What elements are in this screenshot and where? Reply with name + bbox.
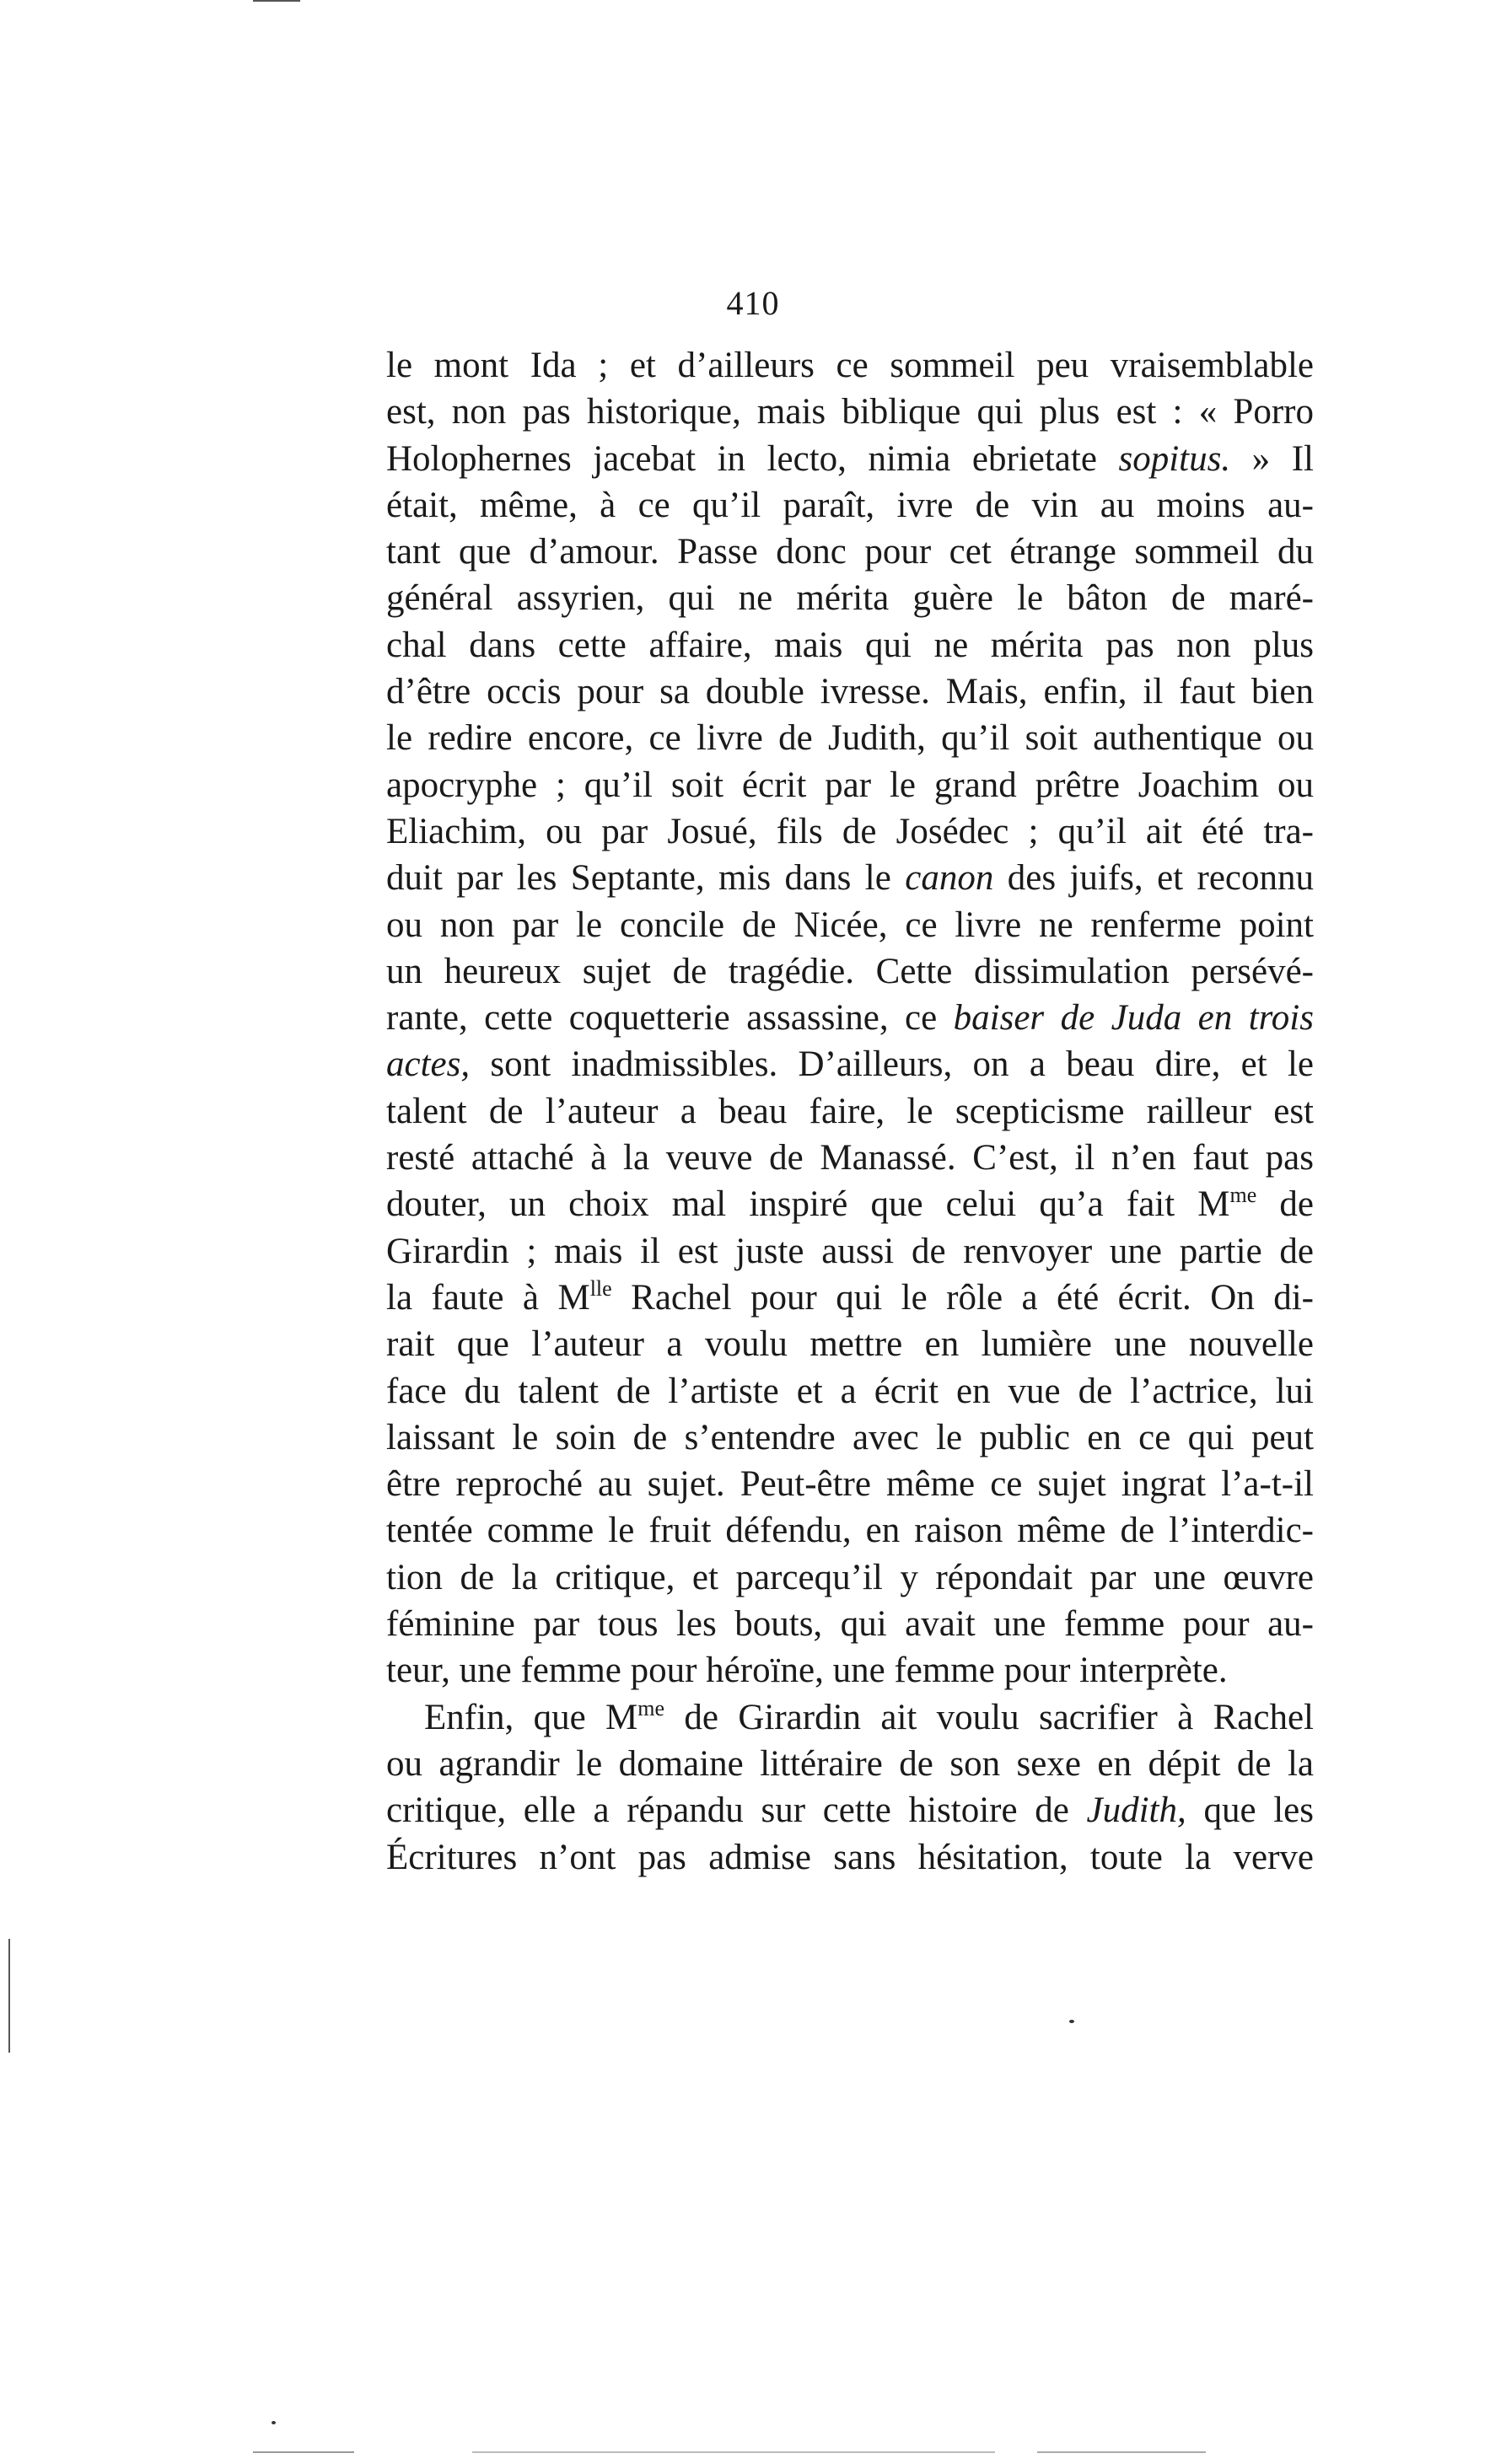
text-line	[386, 1507, 1314, 1554]
text-segment: être reproché au sujet. Peut-être même ce sujet ingrat l’a-t-il	[386, 1464, 1314, 1505]
text-segment: douter, un choix mal inspiré que celui qu’a fait M	[386, 1184, 1230, 1225]
body-text	[386, 342, 1314, 1881]
superscript-text: me	[637, 1695, 665, 1721]
text-line	[386, 715, 1314, 761]
text-line	[386, 1461, 1314, 1507]
text-segment: des juifs, et reconnu	[993, 858, 1315, 899]
text-line	[386, 1088, 1314, 1135]
text-line	[386, 342, 1314, 389]
text-segment: critique, elle a répandu sur cette histoire de	[386, 1790, 1087, 1831]
text-segment: le mont Ida ; et d’ailleurs ce sommeil peu vraisemblable	[386, 346, 1314, 385]
text-segment: apocryphe ; qu’il soit écrit par le grand prêtre Joachim ou	[386, 765, 1314, 805]
text-line	[386, 1368, 1314, 1415]
scan-edge-mark	[1037, 2451, 1206, 2453]
superscript-text: lle	[589, 1275, 612, 1301]
text-line	[386, 902, 1314, 948]
text-segment: que les	[1186, 1790, 1314, 1831]
text-segment: Écritures n’ont pas admise sans hésitation, toute la verve	[386, 1837, 1314, 1877]
text-line	[386, 1415, 1314, 1461]
text-segment: ou non par le concile de Nicée, ce livre ne renferme point	[386, 905, 1314, 945]
text-line	[386, 1694, 1314, 1741]
text-segment: Girardin ; mais il est juste aussi de renvoyer une partie de	[386, 1231, 1314, 1271]
text-segment: rante, cette coquetterie assassine, ce	[386, 998, 954, 1039]
scan-edge-mark	[472, 2451, 995, 2453]
text-segment: canon	[905, 858, 994, 899]
text-line	[386, 808, 1314, 855]
text-segment: baiser de Juda en trois	[953, 998, 1314, 1039]
text-segment: teur, une femme pour héroïne, une femme pour interprète.	[386, 1651, 1228, 1691]
text-segment: la faute à M	[386, 1277, 590, 1318]
text-line	[386, 948, 1314, 995]
text-segment: d’être occis pour sa double ivresse. Mais, enfin, il faut bien	[386, 672, 1314, 712]
text-line	[386, 762, 1314, 808]
text-segment: tant que d’amour. Passe donc pour cet étrange sommeil du	[386, 532, 1314, 572]
scan-edge-mark	[253, 0, 300, 2]
text-segment: est, non pas historique, mais biblique qui plus est : « Porro	[386, 392, 1314, 432]
text-line	[386, 1601, 1314, 1647]
text-segment: de Girardin ait voulu sacrifier à Rachel	[664, 1697, 1314, 1737]
text-segment: resté attaché à la veuve de Manassé. C’est, il n’en faut pas	[386, 1138, 1314, 1178]
text-line	[386, 855, 1314, 901]
text-segment: Judith,	[1086, 1790, 1186, 1831]
text-line	[386, 1228, 1314, 1275]
text-line	[386, 436, 1314, 482]
text-line	[386, 1741, 1314, 1787]
text-segment: un heureux sujet de tragédie. Cette dissimulation persévé-	[386, 951, 1314, 991]
text-segment: duit par les Septante, mis dans le	[386, 858, 906, 899]
text-segment: » Il	[1230, 438, 1314, 479]
text-line	[386, 1554, 1314, 1601]
text-segment: tion de la critique, et parcequ’il y répondait par une œuvre	[386, 1557, 1314, 1597]
text-line	[386, 1275, 1314, 1321]
text-segment: sont inadmissibles. D’ailleurs, on a beau dire, et le	[470, 1044, 1314, 1085]
text-line	[386, 482, 1314, 529]
text-segment: général assyrien, qui ne mérita guère le bâton de maré-	[386, 578, 1314, 619]
text-segment: ou agrandir le domaine littéraire de son sexe en dépit de la	[386, 1743, 1314, 1784]
text-line	[386, 1135, 1314, 1181]
ink-speck	[1069, 2020, 1074, 2023]
text-segment: rait que l’auteur a voulu mettre en lumière une nouvelle	[386, 1324, 1314, 1365]
text-line	[386, 1787, 1314, 1833]
ink-speck	[272, 2421, 276, 2424]
text-line	[386, 1647, 1314, 1694]
text-line	[386, 1181, 1314, 1227]
text-segment: actes,	[386, 1044, 471, 1085]
text-line	[386, 668, 1314, 715]
text-segment: Enfin, que M	[424, 1697, 638, 1737]
text-line	[386, 389, 1314, 435]
text-segment: talent de l’auteur a beau faire, le scepticisme railleur est	[386, 1091, 1314, 1131]
text-segment: sopitus.	[1118, 438, 1231, 479]
text-segment: chal dans cette affaire, mais qui ne mérita pas non plus	[386, 625, 1314, 665]
text-line	[386, 995, 1314, 1041]
text-line	[386, 529, 1314, 575]
text-line	[386, 1834, 1314, 1881]
text-segment: face du talent de l’artiste et a écrit en vue de l’actrice, lui	[386, 1371, 1314, 1411]
scan-edge-mark	[253, 2451, 354, 2453]
text-segment: Eliachim, ou par Josué, fils de Josédec ; qu’il ait été tra-	[386, 811, 1314, 851]
text-line	[386, 622, 1314, 668]
text-line	[386, 1321, 1314, 1367]
text-line	[386, 1041, 1314, 1087]
page-number: 410	[726, 284, 780, 322]
text-segment: Rachel pour qui le rôle a été écrit. On di-	[611, 1277, 1314, 1318]
text-line	[386, 575, 1314, 621]
text-segment: féminine par tous les bouts, qui avait une femme pour au-	[386, 1604, 1314, 1645]
superscript-text: me	[1229, 1183, 1257, 1208]
text-segment: tentée comme le fruit défendu, en raison même de l’interdic-	[386, 1511, 1314, 1551]
text-segment: était, même, à ce qu’il paraît, ivre de vin au moins au-	[386, 485, 1314, 525]
text-segment: de	[1256, 1184, 1314, 1225]
scan-edge-mark	[8, 1939, 10, 2053]
text-segment: laissant le soin de s’entendre avec le public en ce qui peut	[386, 1417, 1314, 1457]
text-segment: le redire encore, ce livre de Judith, qu’il soit authentique ou	[386, 718, 1314, 759]
text-segment: Holophernes jacebat in lecto, nimia ebrietate	[386, 438, 1119, 479]
